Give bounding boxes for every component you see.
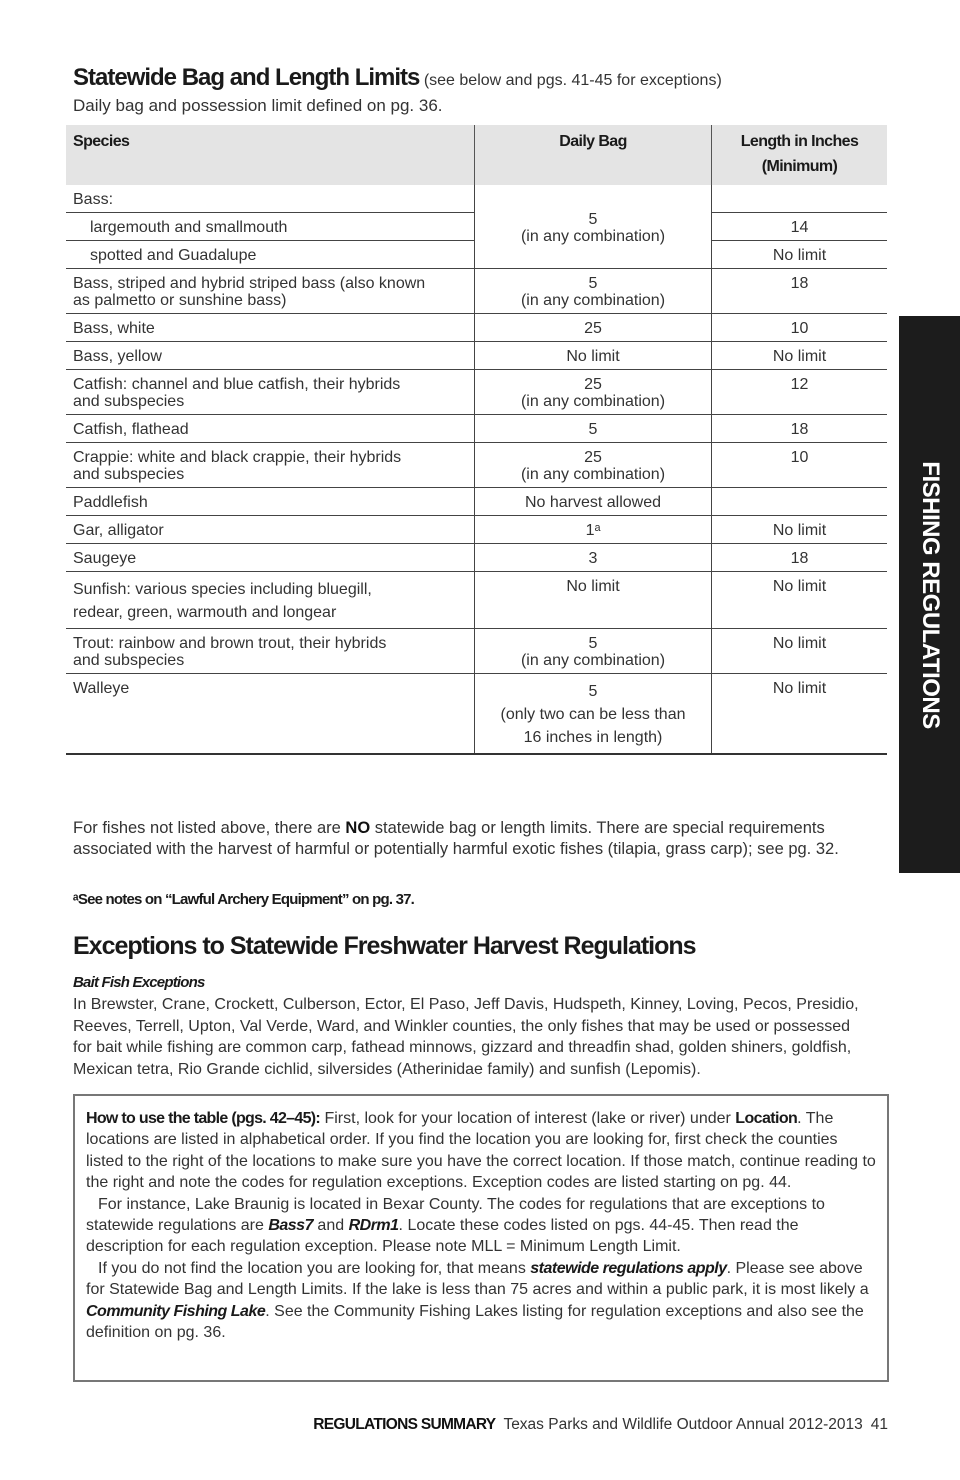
species-cell: Bass, yellow xyxy=(66,342,475,370)
bag-cell: 25 xyxy=(475,314,712,342)
species-cell: Bass: xyxy=(73,191,114,208)
bag-cell: 3 xyxy=(475,544,712,572)
length-cell: 14 xyxy=(712,213,888,241)
bag-cell: 25 (in any combination) xyxy=(475,443,712,488)
side-tab xyxy=(899,316,960,873)
bag-cell: No limit xyxy=(475,572,712,629)
bag-cell: 5 (only two can be less than 16 inches in length) xyxy=(475,674,712,755)
length-cell: No limit xyxy=(712,629,888,674)
species-cell: spotted and Guadalupe xyxy=(66,241,475,269)
bag-cell: 25 (in any combination) xyxy=(475,370,712,415)
species-cell: Crappie: white and black crappie, their hybrids and subspecies xyxy=(66,443,475,488)
length-cell: 10 xyxy=(712,314,888,342)
species-cell: Saugeye xyxy=(66,544,475,572)
bag-cell: 5 (in any combination) xyxy=(475,629,712,674)
section-intro: Daily bag and possession limit defined on pg. 36. xyxy=(73,96,443,115)
length-cell: 18 xyxy=(712,544,888,572)
col-length: Length in Inches (Minimum) xyxy=(712,125,888,185)
table-row xyxy=(66,269,887,314)
species-cell: largemouth and smallmouth xyxy=(66,213,475,241)
table-row xyxy=(66,185,887,213)
bag-length-table xyxy=(66,125,887,755)
table-row xyxy=(66,488,887,516)
how-to-use-box xyxy=(73,1094,889,1382)
table-row xyxy=(66,516,887,544)
section-header xyxy=(73,64,893,116)
length-cell: 10 xyxy=(712,443,888,488)
length-cell: No limit xyxy=(712,342,888,370)
bag-cell: No harvest allowed xyxy=(475,488,712,516)
exceptions-title: Exceptions to Statewide Freshwater Harvest Regulations xyxy=(73,932,696,960)
length-cell: 18 xyxy=(712,269,888,314)
length-cell: No limit xyxy=(712,572,888,629)
species-cell: Catfish: channel and blue catfish, their hybrids and subspecies xyxy=(66,370,475,415)
table-row xyxy=(66,314,887,342)
howto-paragraph: If you do not find the location you are looking for, that means statewide regulations apply. Please see above for Statewide Bag and Length Limits. If the lake is less than 75 acres and within a public park, it is most likely a Community Fishing Lake. See the Community Fishing Lakes listing for regulation exceptions and also see the definition on pg. 36. xyxy=(86,1259,869,1342)
species-cell: Bass, white xyxy=(66,314,475,342)
page-number: 41 xyxy=(870,1416,888,1433)
species-cell: Gar, alligator xyxy=(66,516,475,544)
length-cell: No limit xyxy=(712,241,888,269)
bag-cell: 5 xyxy=(475,415,712,443)
bag-cell: 5 (in any combination) xyxy=(475,269,712,314)
table-row xyxy=(66,443,887,488)
bait-fish-text: In Brewster, Crane, Crockett, Culberson, Ector, El Paso, Jeff Davis, Hudspeth, Kinney, Loving, Pecos, Presidio, Reeves, Terrell, Upton, Val Verde, Ward, and Winkler counties, the only fishes that may be used or possessed for bait while fishing are common carp, fathead minnows, gizzard and threadfin shad, golden shiners, goldfish, Mexican tetra, Rio Grande cichlid, silversides (Atherinidae family) and sunfish (Lepomis). xyxy=(73,996,859,1078)
length-cell: No limit xyxy=(712,674,888,755)
species-cell: Catfish, flathead xyxy=(66,415,475,443)
footer-publication: Texas Parks and Wildlife Outdoor Annual 2012-2013 xyxy=(503,1416,863,1433)
table-row xyxy=(66,572,887,629)
howto-paragraph: For instance, Lake Braunig is located in Bexar County. The codes for regulations that are exceptions to statewide regulations are Bass7 and RDrm1. Locate these codes listed on pgs. 44-45. Then read the description for each regulation exception. Please note MLL = Minimum Length Limit. xyxy=(86,1195,825,1256)
table-row xyxy=(66,629,887,674)
bag-cell: No limit xyxy=(475,342,712,370)
table-row xyxy=(66,415,887,443)
table-row xyxy=(66,370,887,415)
length-cell: No limit xyxy=(712,516,888,544)
length-cell: 18 xyxy=(712,415,888,443)
howto-paragraph: How to use the table (pgs. 42–45): First, look for your location of interest (lake or river) under Location. The locations are listed in alphabetical order. If you find the location you are looking for, first check the counties listed to the right of the locations to make sure you have the correct location. If those match, continue reading to the right and note the codes for regulation exceptions. Exception codes are listed starting on pg. 44. xyxy=(86,1110,876,1192)
table-row xyxy=(66,342,887,370)
table-row xyxy=(66,674,887,755)
section-title: Statewide Bag and Length Limits xyxy=(73,64,420,91)
length-cell xyxy=(712,185,888,213)
footer-section: REGULATIONS SUMMARY xyxy=(313,1416,496,1433)
table-row xyxy=(66,544,887,572)
species-cell: Trout: rainbow and brown trout, their hybrids and subspecies xyxy=(66,629,475,674)
species-cell: Walleye xyxy=(66,674,475,755)
length-cell xyxy=(712,488,888,516)
species-cell: Paddlefish xyxy=(66,488,475,516)
not-listed-note: For fishes not listed above, there are NO statewide bag or length limits. There are special requirements associated with the harvest of harmful or potentially harmful exotic fishes (tilapia, grass carp); see pg. 32. xyxy=(73,819,839,858)
section-subtitle: (see below and pgs. 41-45 for exceptions) xyxy=(423,72,722,89)
col-species: Species xyxy=(66,125,475,185)
length-cell: 12 xyxy=(712,370,888,415)
bait-fish-heading: Bait Fish Exceptions xyxy=(73,974,205,991)
col-daily-bag: Daily Bag xyxy=(475,125,712,185)
species-cell: Sunfish: various species including bluegill, redear, green, warmouth and longear xyxy=(66,572,475,629)
species-cell: Bass, striped and hybrid striped bass (also known as palmetto or sunshine bass) xyxy=(66,269,475,314)
page-footer xyxy=(313,1416,888,1434)
archery-footnote: ᵃSee notes on “Lawful Archery Equipment” on pg. 37. xyxy=(73,891,415,908)
side-tab-label: FISHING REGULATIONS xyxy=(916,460,944,729)
table-header-row xyxy=(66,125,887,185)
bag-cell: 5 (in any combination) xyxy=(475,185,712,269)
bag-cell: 1ᵃ xyxy=(475,516,712,544)
